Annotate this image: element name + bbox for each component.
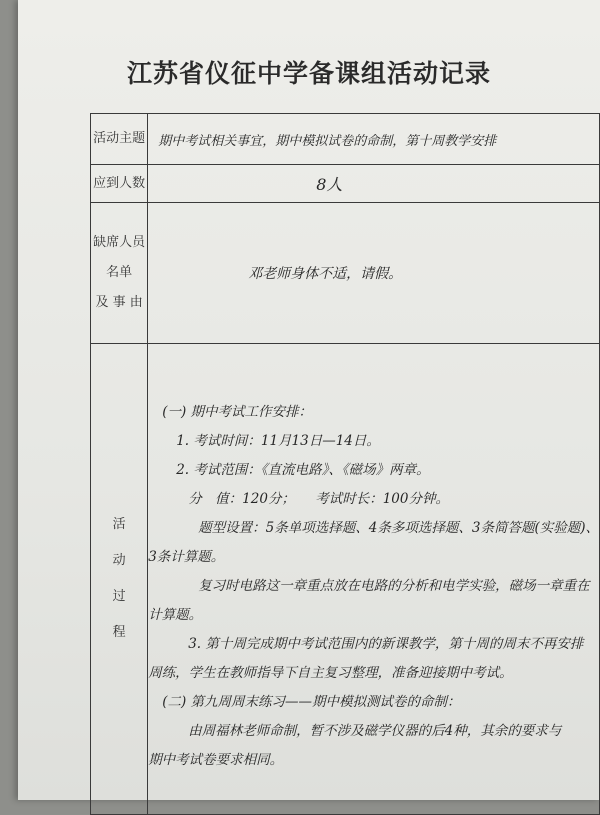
process-content-cell — [148, 344, 600, 815]
topic-value-cell — [148, 114, 600, 165]
process-line: (二) 第九周周末练习——期中模拟测试卷的命制： — [162, 693, 461, 710]
table-row-process — [91, 344, 600, 815]
process-line: 1. 考试时间：11月13日—14日。 — [176, 432, 380, 449]
process-line: (一) 期中考试工作安排： — [162, 403, 313, 420]
table-row-attendance — [91, 165, 600, 203]
process-label-char: 过 — [112, 589, 126, 604]
process-label-cell — [91, 344, 148, 815]
process-line: 复习时电路这一章重点放在电路的分析和电学实验，磁场一章重在 — [198, 577, 590, 594]
process-line: 周练，学生在教师指导下自主复习整理，准备迎接期中考试。 — [148, 664, 513, 681]
process-line: 3. 第十周完成期中考试范围内的新课教学，第十周的周末不再安排 — [188, 635, 584, 652]
topic-value: 期中考试相关事宜，期中模拟试卷的命制，第十周教学安排 — [158, 133, 497, 149]
process-line: 由周福林老师命制，暂不涉及磁学仪器的后4种，其余的要求与 — [188, 722, 562, 739]
page-title: 江苏省仪征中学备课组活动记录 — [126, 59, 491, 88]
table-row-topic — [91, 114, 600, 165]
absent-value-cell — [148, 203, 600, 344]
attendance-label: 应到人数 — [91, 165, 148, 203]
absent-label-line2: 及 事 由 — [95, 295, 143, 310]
process-content — [148, 384, 599, 775]
process-line: 分 值：120分； 考试时长：100分钟。 — [188, 490, 449, 507]
attendance-value-cell — [148, 165, 600, 203]
absent-label-line1: 缺席人员名单 — [93, 235, 146, 280]
process-label-char: 程 — [112, 625, 126, 640]
process-line: 2. 考试范围：《直流电路》、《磁场》两章。 — [176, 461, 430, 478]
absent-value: 邓老师身体不适，请假。 — [248, 266, 403, 282]
process-line: 期中考试卷要求相同。 — [148, 751, 284, 768]
record-sheet — [18, 0, 600, 800]
record-table — [90, 113, 600, 815]
topic-label: 活动主题 — [91, 114, 148, 165]
absent-label-cell — [91, 203, 148, 344]
process-label — [91, 344, 147, 814]
process-line: 计算题。 — [148, 606, 203, 623]
process-label-char: 活 — [112, 517, 126, 532]
table-row-absent — [91, 203, 600, 344]
attendance-value: 8人 — [316, 175, 343, 194]
process-line: 题型设置：5条单项选择题、4条多项选择题、3条简答题(实验题)、 — [198, 519, 599, 536]
process-line: 3条计算题。 — [148, 548, 225, 565]
process-label-char: 动 — [112, 553, 126, 568]
